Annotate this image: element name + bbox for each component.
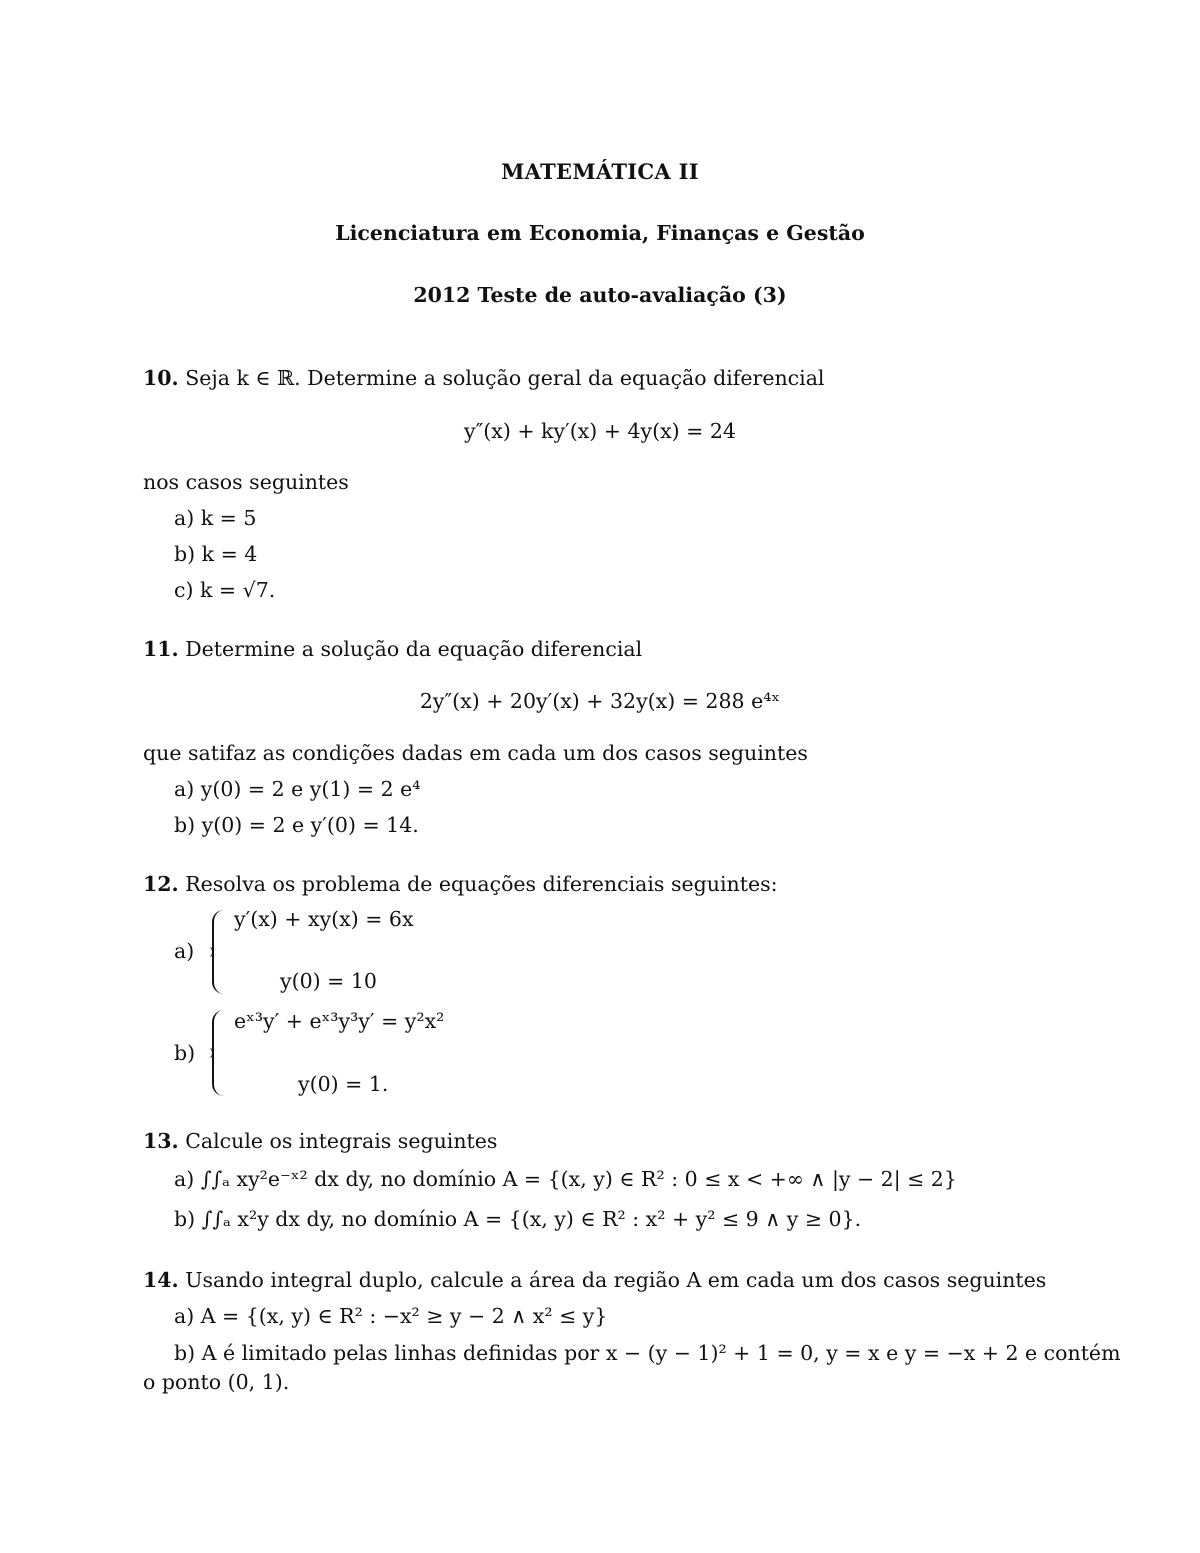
q11-item-b: b) y(0) = 2 e y′(0) = 14.	[174, 813, 419, 837]
q12-statement	[143, 873, 778, 897]
q10-item-b: b) k = 4	[174, 542, 258, 566]
q10-text: Seja k ∈ ℝ. Determine a solução geral da equação diferencial	[185, 366, 825, 390]
q12-b-line1: eˣ³y′ + eˣ³y³y′ = y²x²	[234, 1009, 445, 1033]
q12-a-line1: y′(x) + xy(x) = 6x	[234, 907, 414, 931]
q10-equation: y″(x) + ky′(x) + 4y(x) = 24	[464, 419, 736, 443]
q11-statement	[143, 638, 642, 662]
q11-text: Determine a solução da equação diferencial	[185, 637, 643, 661]
q13-statement	[143, 1130, 497, 1154]
q11-lead: que satifaz as condições dadas em cada um dos casos seguintes	[143, 741, 808, 765]
q12-number: 12.	[143, 872, 179, 896]
q10-item-c: c) k = √7.	[174, 578, 276, 602]
q13-item-b: b) ∫∫ₐ x²y dx dy, no domínio A = {(x, y) ∈ R² : x² + y² ≤ 9 ∧ y ≥ 0}.	[174, 1207, 862, 1231]
q14-item-b-continued: o ponto (0, 1).	[143, 1370, 290, 1394]
q14-statement	[143, 1269, 1046, 1293]
q14-item-a: a) A = {(x, y) ∈ R² : −x² ≥ y − 2 ∧ x² ≤ y}	[174, 1304, 608, 1328]
course-subtitle: Licenciatura em Economia, Finanças e Gestão	[335, 221, 865, 245]
q11-number: 11.	[143, 637, 179, 661]
page-title: MATEMÁTICA II	[501, 159, 699, 184]
q14-text: Usando integral duplo, calcule a área da região A em cada um dos casos seguintes	[185, 1268, 1047, 1292]
test-label: 2012 Teste de auto-avaliação (3)	[413, 283, 787, 307]
q12-text: Resolva os problema de equações diferenciais seguintes:	[185, 872, 778, 896]
q13-number: 13.	[143, 1129, 179, 1153]
q10-statement	[143, 367, 824, 391]
q13-item-a: a) ∫∫ₐ xy²e⁻ˣ² dx dy, no domínio A = {(x, y) ∈ R² : 0 ≤ x < +∞ ∧ |y − 2| ≤ 2}	[174, 1167, 957, 1191]
q11-item-a: a) y(0) = 2 e y(1) = 2 e⁴	[174, 777, 421, 801]
q12-a-line2: y(0) = 10	[280, 969, 377, 993]
q12-a-brace	[212, 910, 226, 994]
q14-number: 14.	[143, 1268, 179, 1292]
q12-b-brace	[212, 1010, 226, 1096]
q11-equation: 2y″(x) + 20y′(x) + 32y(x) = 288 e⁴ˣ	[419, 689, 781, 713]
q12-a-label: a)	[174, 939, 195, 963]
q14-item-b: b) A é limitado pelas linhas definidas por x − (y − 1)² + 1 = 0, y = x e y = −x + 2 e contém	[174, 1341, 1121, 1365]
q13-text: Calcule os integrais seguintes	[185, 1129, 498, 1153]
q12-b-label: b)	[174, 1041, 196, 1065]
q10-number: 10.	[143, 366, 179, 390]
q10-lead: nos casos seguintes	[143, 470, 349, 494]
q10-item-a: a) k = 5	[174, 506, 257, 530]
q12-b-line2: y(0) = 1.	[298, 1072, 389, 1096]
